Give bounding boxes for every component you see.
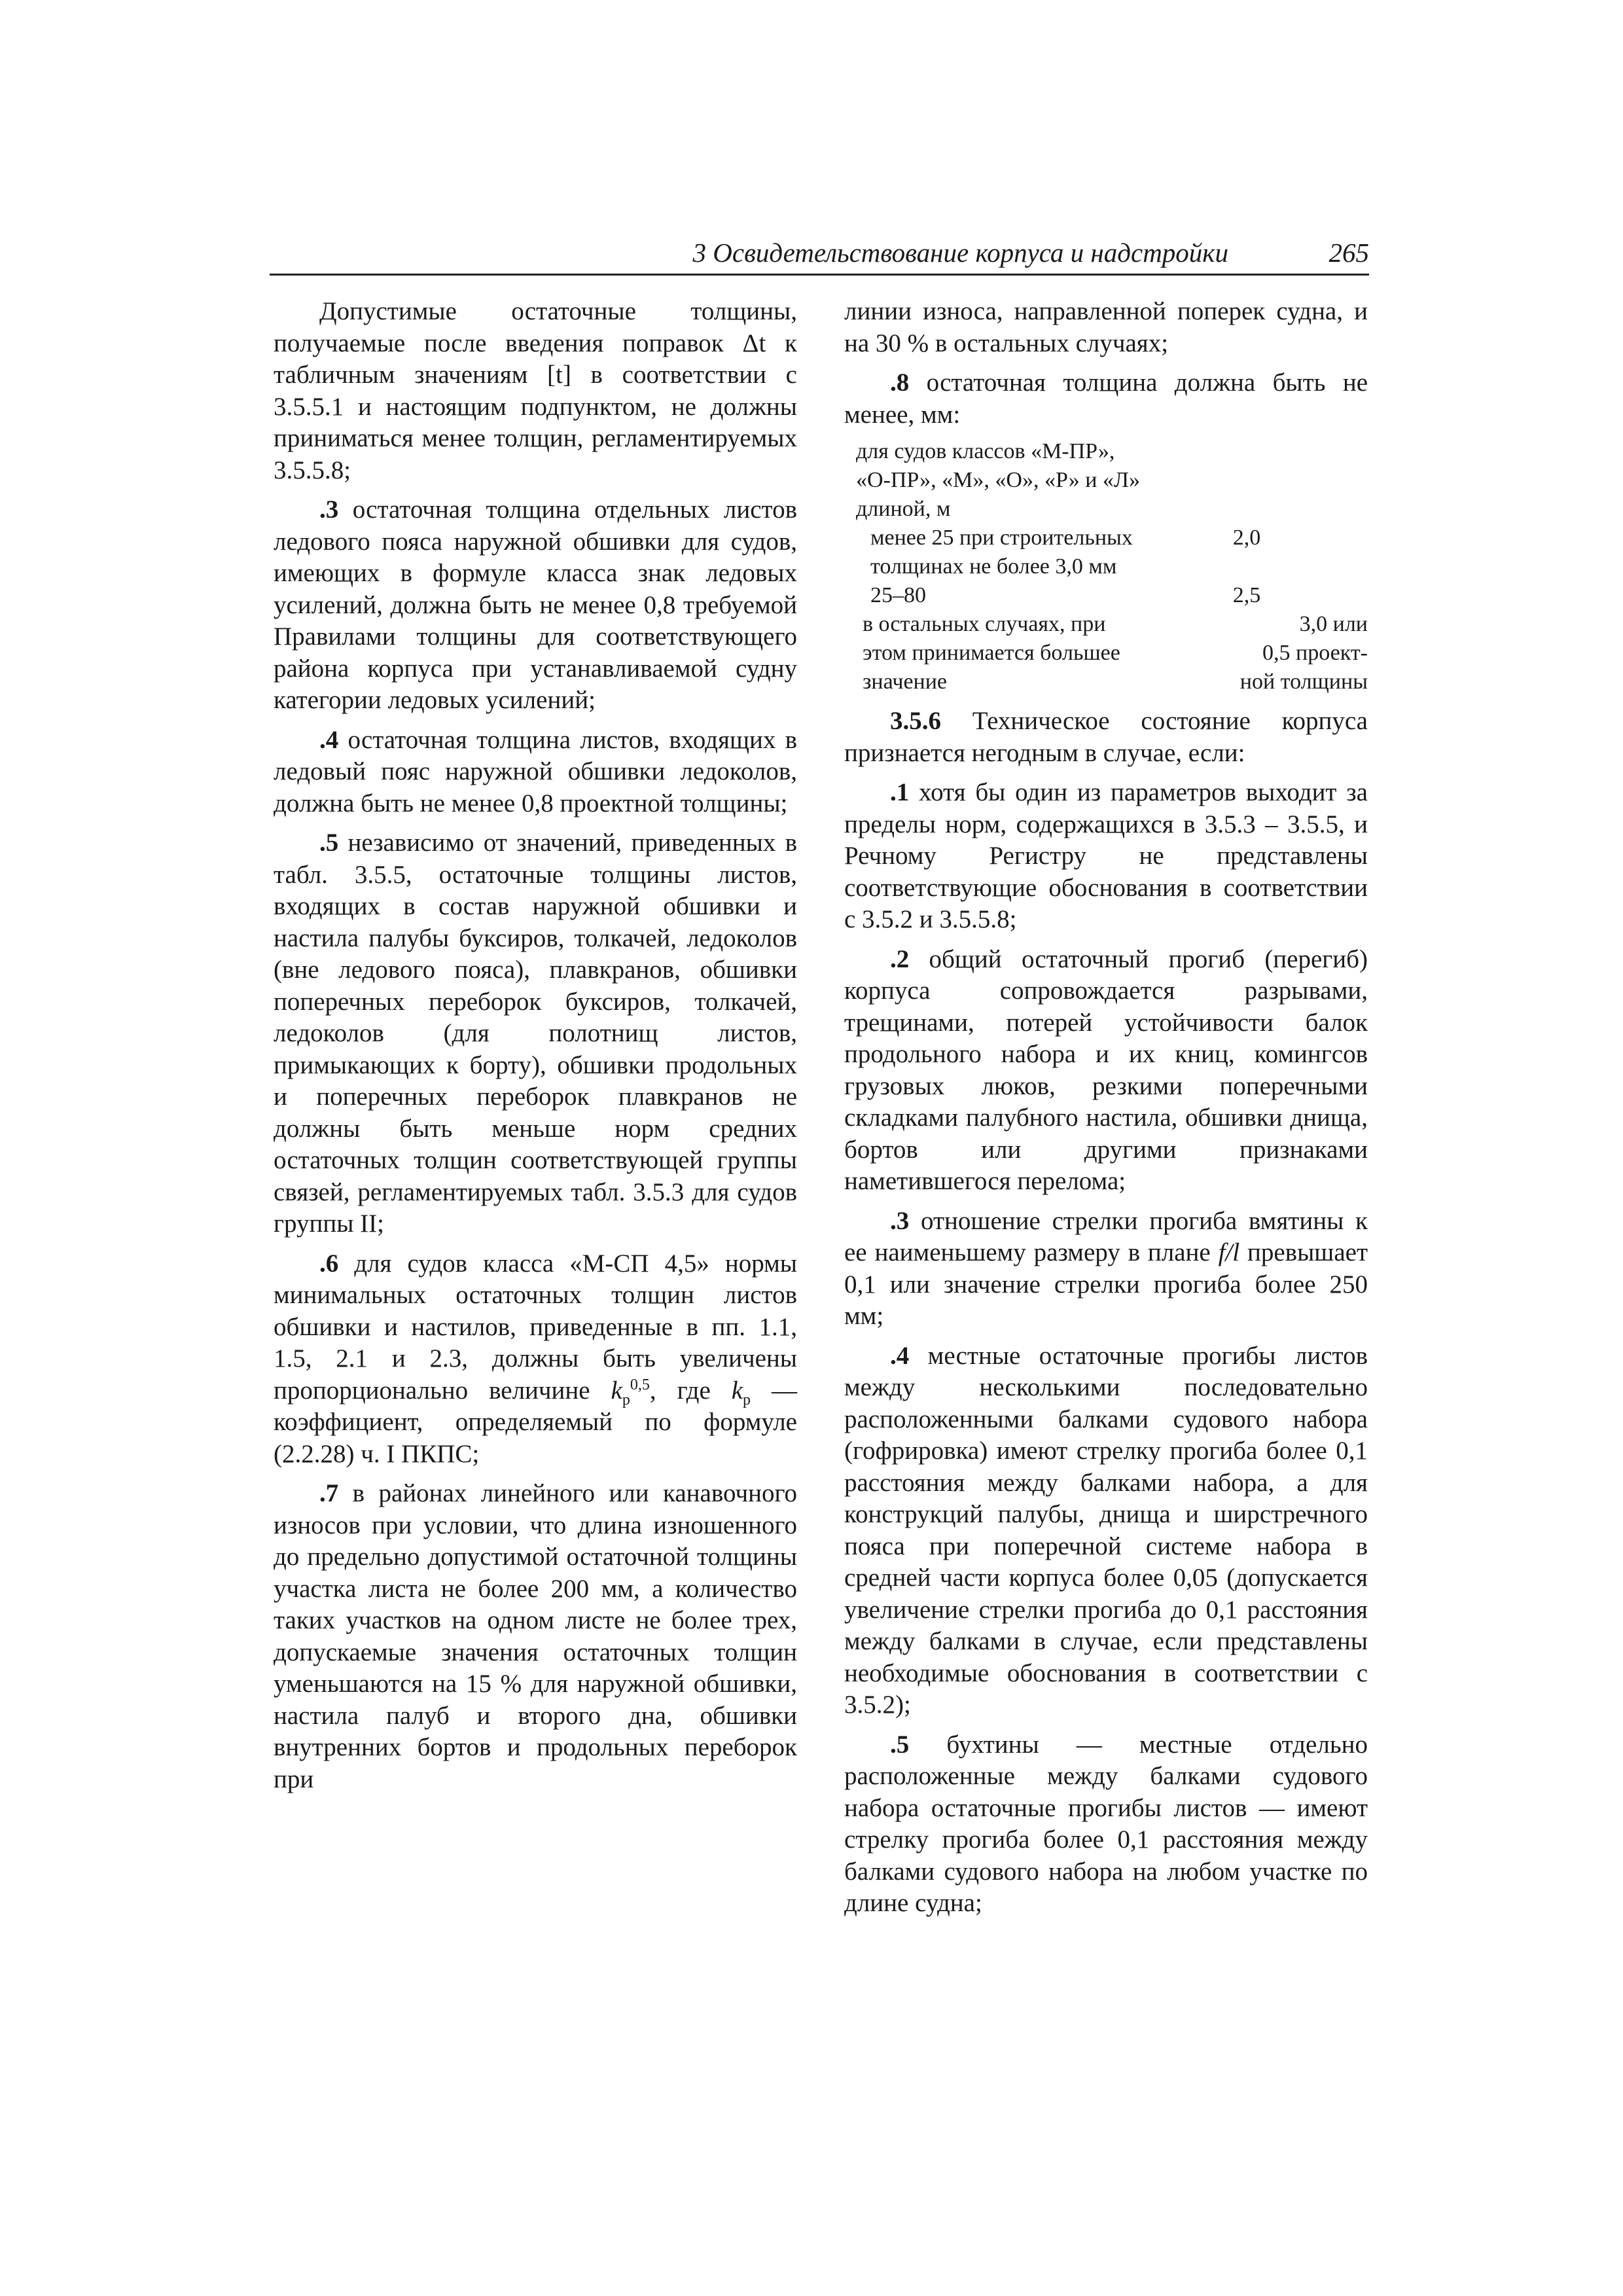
table-row [844,581,1368,610]
right-column [844,296,1368,1928]
item-7-continued: линии износа, направленной поперек судна, и на 30 % в остальных случаях; [844,297,1368,357]
item-number: .2 [890,944,910,973]
table-row-value: 2,0 [1232,526,1261,550]
item-number: .1 [890,778,910,806]
item-7: .7 в районах линейного или канавочного износов при условии, что длина изношенного до предельно допустимой остаточной толщины участка листа не более 200 мм, а количество таких участков на одном листе не более трех, допускаемые значения остаточных толщин уменьшаются на 15 % для наружной обшивки, настила палуб и второго дна, обшивки внутренних бортов и продольных переборок при [274,1479,797,1793]
table-row-value: 3,0 или 0,5 проект- ной толщины [1240,612,1368,694]
table-row [844,610,1368,696]
item-number: .4 [319,725,339,754]
item-8: .8 остаточная толщина должна быть не менее, мм: [844,368,1368,429]
table-row-label: менее 25 при строительных толщинах не более 3,0 мм [870,526,1133,579]
table-row [844,524,1368,581]
thickness-table [844,437,1368,696]
item-3: .3 остаточная толщина отдельных листов ледового пояса наружной обшивки для судов, имеющих в формуле класса знак ледовых усилений, должна быть не менее 0,8 требуемой Правилами толщины для соответствующего района корпуса при устанавливаемой судну категории ледовых усилений; [274,495,797,714]
item-5: .5 независимо от значений, приведенных в табл. 3.5.5, остаточные толщины листов, входящих в состав наружной обшивки и настила палубы буксиров, толкачей, ледоколов (вне ледового пояса), плавкранов, обшивки поперечных переборок буксиров, толкачей, ледоколов (для полотнищ листов, примыкающих к борту), обшивки продольных и поперечных переборок плавкранов не должны быть меньше норм средних остаточных толщин соответствующей группы связей, регламентируемых табл. 3.5.3 для судов группы II; [274,829,797,1238]
page-number: 265 [1329,238,1369,268]
left-column [274,296,797,1803]
condition-5: .5 бухтины — местные отдельно расположенные между балками судового набора остаточные прогибы листов — имеют стрелку прогиба более 0,1 расстояния между балками судового набора на любом участке по длине судна; [844,1730,1368,1917]
item-number: .4 [890,1341,910,1370]
paragraph-allowable-thickness: Допустимые остаточные толщины, получаемые после введения поправок Δt к табличным значениям [t] в соответствии с 3.5.5.1 и настоящим подпунктом, не должны приниматься менее толщин, регламентируемых 3.5.5.8; [274,297,797,484]
condition-4: .4 местные остаточные прогибы листов между несколькими последовательно расположенными балками судового набора (гофрировка) имеют стрелку прогиба более 0,1 расстояния между балками набора, а для конструкций палубы, днища и ширстречного пояса при поперечной системе набора в средней части корпуса более 0,05 (допускается увеличение стрелки прогиба до 0,1 расстояния между балками в случае, если представлены необходимые обоснования в соответствии с 3.5.2); [844,1341,1368,1719]
table-row-label: в остальных случаях, при этом принимается большее значение [863,612,1120,694]
item-number: .3 [890,1206,910,1235]
item-6: .6 для судов класса «М-СП 4,5» нормы минимальных остаточных толщин листов обшивки и настилов, приведенные в пп. 1.1, 1.5, 2.1 и 2.3, должны быть увеличены пропорционально величине $k_р^{0,5}$, где $k_р$ — коэффициент, определяемый по формуле (2.2.28) ч. I ПКПС; [274,1249,798,1468]
item-number: .7 [319,1479,339,1507]
running-header-title: 3 Освидетельствование корпуса и надстройки [692,238,1228,268]
formula-f-over-l: f/l [1218,1238,1240,1266]
section-number: 3.5.6 [890,707,941,735]
condition-3: .3 отношение стрелки прогиба вмятины к ее наименьшему размеру в плане f/l превышает 0,1 или значение стрелки прогиба более 250 мм; [844,1206,1368,1330]
table-intro: для судов классов «М-ПР», «О-ПР», «М», «О», «Р» и «Л» длиной, м [856,439,1140,521]
item-number: .3 [319,495,339,524]
formula-k: k [611,1376,622,1405]
item-number: .5 [319,829,339,857]
running-header [270,234,1369,276]
item-number: .5 [890,1730,910,1759]
item-number: .8 [890,368,910,397]
section-3-5-6: 3.5.6 Техническое состояние корпуса признается негодным в случае, если: [844,707,1368,767]
condition-2: .2 общий остаточный прогиб (перегиб) корпуса сопровождается разрывами, трещинами, потерей устойчивости балок продольного набора и их книц, комингсов грузовых люков, резкими поперечными складками палубного настила, обшивки днища, бортов или другими признаками наметившегося перелома; [844,944,1368,1195]
item-4: .4 остаточная толщина листов, входящих в ледовый пояс наружной обшивки ледоколов, должна быть не менее 0,8 проектной толщины; [274,725,797,817]
condition-1: .1 хотя бы один из параметров выходит за пределы норм, содержащихся в 3.5.3 – 3.5.5, и Речному Регистру не представлены соответствующие обоснования в соответствии с 3.5.2 и 3.5.5.8; [844,778,1368,933]
formula-k: k [731,1376,743,1405]
item-number: .6 [319,1249,339,1278]
table-row-label: 25–80 [870,583,926,607]
table-row-value: 2,5 [1232,583,1261,607]
